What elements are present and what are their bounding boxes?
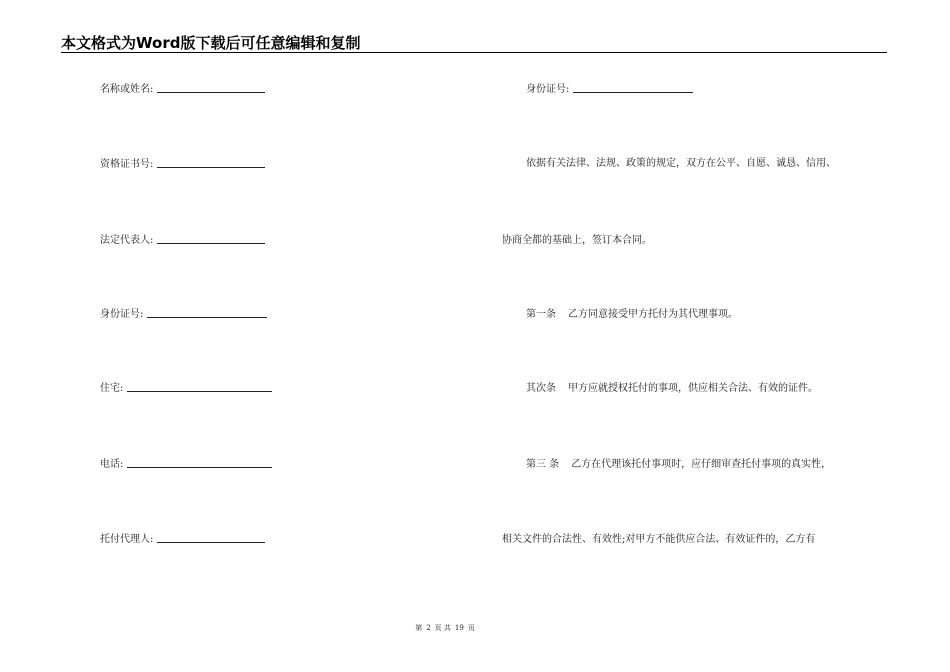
legal-rep-blank[interactable] [157,242,265,244]
page-header-title: 本文格式为Word版下载后可任意编辑和复制 [61,34,361,52]
article-3-number: 第三 条 [526,459,560,470]
footer-prefix: 第 [415,624,423,632]
footer-total-pages: 19 [454,624,464,632]
name-label: 名称或姓名: [100,84,154,95]
page-footer [0,623,890,633]
name-field [100,80,265,95]
footer-page-number: 2 [426,624,431,632]
phone-field [100,455,272,470]
legal-rep-label: 法定代表人: [100,235,154,246]
article-2-number: 其次条 [526,383,556,394]
article-3 [526,455,831,470]
article-1-text: 乙方同意接受甲方托付为其代理事项。 [568,309,738,320]
article-1-number: 第一条 [526,309,556,320]
article-3-text: 乙方在代理该托付事项时，应仔细审查托付事项的真实性， [571,459,832,470]
agent-label: 托付代理人: [100,534,154,545]
legal-rep-field [100,231,265,246]
agent-id-field [526,80,693,95]
id-number-label: 身份证号: [100,309,144,320]
certificate-field [100,155,265,170]
intro-line-2: 协商全都的基础上，签订本合同。 [502,235,652,246]
phone-blank[interactable] [127,466,272,468]
agent-id-label: 身份证号: [526,84,570,95]
article-3-continuation: 相关文件的合法性、有效性;对甲方不能供应合法、有效证件的，乙方有 [502,534,816,545]
intro-line-1: 依据有关法律、法规、政策的规定，双方在公平、自愿、诚恳、信用、 [526,158,836,169]
address-label: 住宅: [100,383,124,394]
header-divider [61,52,887,53]
phone-label: 电话: [100,459,124,470]
article-2-text: 甲方应就授权托付的事项，供应相关合法、有效的证件。 [568,383,818,394]
address-blank[interactable] [127,390,272,392]
article-2 [526,379,818,394]
id-number-blank[interactable] [147,316,267,318]
certificate-label: 资格证书号: [100,159,154,170]
article-1 [526,305,738,320]
agent-blank[interactable] [157,541,265,543]
address-field [100,379,272,394]
agent-id-blank[interactable] [573,91,693,93]
footer-middle: 页 共 [434,624,451,632]
footer-suffix: 页 [467,624,475,632]
certificate-blank[interactable] [157,166,265,168]
id-number-field [100,305,267,320]
name-blank[interactable] [157,91,265,93]
agent-field [100,530,265,545]
